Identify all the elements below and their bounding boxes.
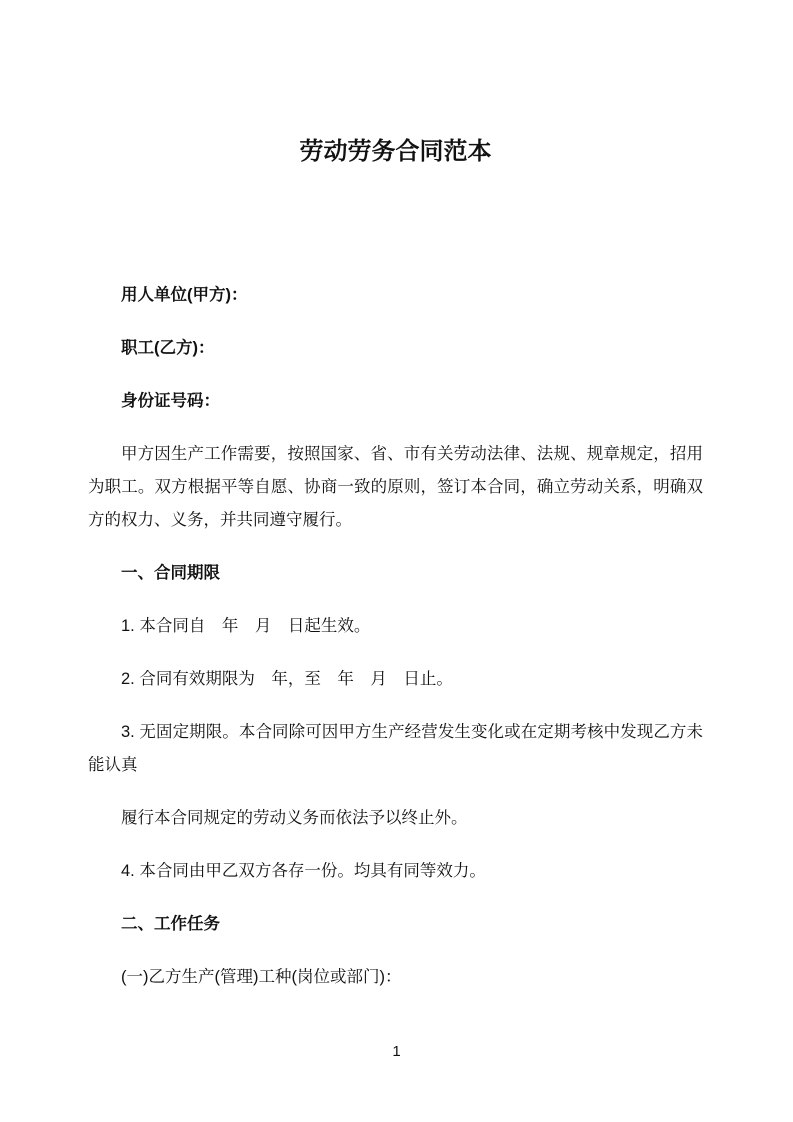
id-number-label: 身份证号码： [121, 392, 220, 410]
document-title: 劳动劳务合同范本 [299, 138, 492, 165]
section-2-heading: 二、工作任务 [121, 915, 220, 933]
preamble-paragraph: 甲方因生产工作需要，按照国家、省、市有关劳动法律、法规、规章规定，招用为职工。双方根据平等自愿、协商一致的原则，签订本合同，确立劳动关系，明确双方的权力、义务，并共同遵守履行。 [88, 445, 703, 529]
clause-1-3-continuation: 履行本合同规定的劳动义务而依法予以终止外。 [121, 809, 468, 827]
clause-1-2: 2. 合同有效期限为 年，至 年 月 日止。 [121, 670, 453, 688]
party-a-label: 用人单位(甲方)： [121, 286, 248, 304]
clause-2-1: (一)乙方生产(管理)工种(岗位或部门)： [121, 968, 402, 986]
clause-1-3: 3. 无固定期限。本合同除可因甲方生产经营发生变化或在定期考核中发现乙方未能认真 [88, 723, 703, 774]
clause-1-4: 4. 本合同由甲乙双方各存一份。均具有同等效力。 [121, 862, 486, 880]
section-1-heading: 一、合同期限 [121, 564, 220, 582]
party-b-label: 职工(乙方)： [121, 339, 215, 357]
clause-1-1: 1. 本合同自 年 月 日起生效。 [121, 617, 371, 635]
page-number: 1 [392, 1043, 401, 1060]
